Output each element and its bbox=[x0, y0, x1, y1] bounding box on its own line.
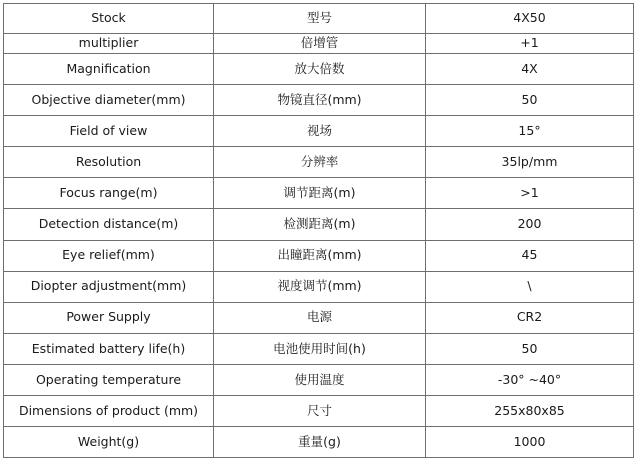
spec-value: 45 bbox=[426, 240, 634, 271]
spec-label-en: Field of view bbox=[4, 116, 214, 147]
spec-label-cn: 调节距离(m) bbox=[214, 178, 426, 209]
spec-value: >1 bbox=[426, 178, 634, 209]
spec-label-en: Weight(g) bbox=[4, 426, 214, 457]
spec-label-en: Resolution bbox=[4, 147, 214, 178]
spec-label-en: Magnification bbox=[4, 54, 214, 85]
table-row bbox=[4, 209, 634, 240]
spec-value: +1 bbox=[426, 33, 634, 53]
spec-label-en: multiplier bbox=[4, 33, 214, 53]
spec-label-en: Eye relief(mm) bbox=[4, 240, 214, 271]
spec-label-en: Operating temperature bbox=[4, 364, 214, 395]
spec-label-en: Objective diameter(mm) bbox=[4, 85, 214, 116]
spec-label-en: Focus range(m) bbox=[4, 178, 214, 209]
spec-label-cn: 视场 bbox=[214, 116, 426, 147]
spec-label-cn: 检测距离(m) bbox=[214, 209, 426, 240]
spec-label-cn: 视度调节(mm) bbox=[214, 271, 426, 302]
spec-value: 15° bbox=[426, 116, 634, 147]
table-row bbox=[4, 364, 634, 395]
spec-label-cn: 型号 bbox=[214, 4, 426, 34]
spec-label-cn: 电池使用时间(h) bbox=[214, 333, 426, 364]
spec-label-en: Detection distance(m) bbox=[4, 209, 214, 240]
spec-value: \ bbox=[426, 271, 634, 302]
spec-value: -30° ~40° bbox=[426, 364, 634, 395]
table-row bbox=[4, 147, 634, 178]
spec-value: 255x80x85 bbox=[426, 395, 634, 426]
spec-label-en: Dimensions of product (mm) bbox=[4, 395, 214, 426]
table-row bbox=[4, 426, 634, 457]
spec-value: CR2 bbox=[426, 302, 634, 333]
spec-label-en: Diopter adjustment(mm) bbox=[4, 271, 214, 302]
spec-label-en: Power Supply bbox=[4, 302, 214, 333]
table-row bbox=[4, 178, 634, 209]
spec-value: 35lp/mm bbox=[426, 147, 634, 178]
spec-value: 50 bbox=[426, 85, 634, 116]
spec-table bbox=[3, 3, 634, 458]
table-row bbox=[4, 33, 634, 53]
spec-label-cn: 物镜直径(mm) bbox=[214, 85, 426, 116]
table-row bbox=[4, 54, 634, 85]
spec-label-cn: 分辨率 bbox=[214, 147, 426, 178]
table-row bbox=[4, 302, 634, 333]
table-row bbox=[4, 4, 634, 34]
spec-label-cn: 使用温度 bbox=[214, 364, 426, 395]
table-row bbox=[4, 116, 634, 147]
spec-label-cn: 倍增管 bbox=[214, 33, 426, 53]
spec-label-cn: 电源 bbox=[214, 302, 426, 333]
spec-value: 4X50 bbox=[426, 4, 634, 34]
table-row bbox=[4, 271, 634, 302]
table-row bbox=[4, 395, 634, 426]
spec-value: 200 bbox=[426, 209, 634, 240]
spec-value: 4X bbox=[426, 54, 634, 85]
spec-label-en: Stock bbox=[4, 4, 214, 34]
spec-table-body bbox=[4, 4, 634, 458]
spec-label-cn: 重量(g) bbox=[214, 426, 426, 457]
spec-label-cn: 放大倍数 bbox=[214, 54, 426, 85]
spec-value: 50 bbox=[426, 333, 634, 364]
table-row bbox=[4, 240, 634, 271]
spec-label-cn: 出瞳距离(mm) bbox=[214, 240, 426, 271]
spec-label-cn: 尺寸 bbox=[214, 395, 426, 426]
table-row bbox=[4, 85, 634, 116]
spec-value: 1000 bbox=[426, 426, 634, 457]
table-row bbox=[4, 333, 634, 364]
spec-label-en: Estimated battery life(h) bbox=[4, 333, 214, 364]
